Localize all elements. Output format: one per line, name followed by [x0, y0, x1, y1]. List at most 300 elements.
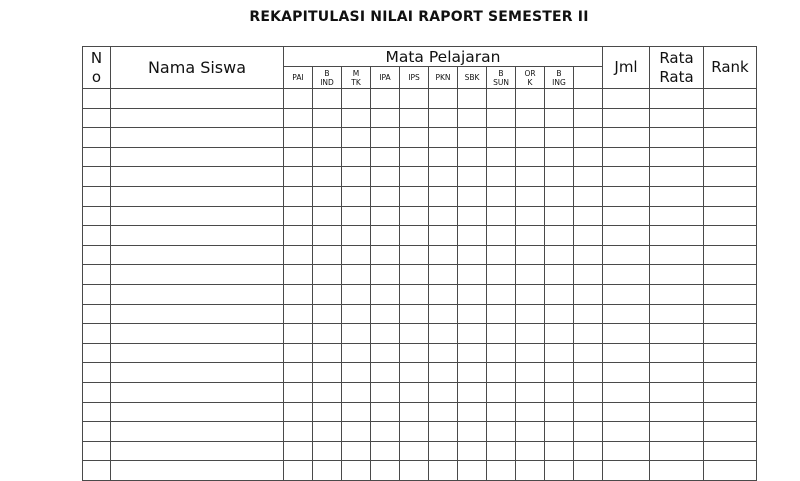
table-cell: [487, 461, 516, 481]
table-cell: [400, 128, 429, 148]
table-row: [83, 186, 757, 206]
header-subject-9: [516, 67, 545, 89]
table-cell: [111, 422, 284, 442]
header-subject-5: [400, 67, 429, 89]
table-cell: [650, 108, 704, 128]
table-cell: [313, 422, 342, 442]
table-cell: [545, 382, 574, 402]
header-subject-line: SUN: [493, 77, 509, 87]
table-cell: [516, 89, 545, 109]
table-cell: [704, 186, 757, 206]
table-cell: [650, 343, 704, 363]
table-cell: [487, 128, 516, 148]
table-cell: [487, 343, 516, 363]
table-cell: [371, 265, 400, 285]
table-cell: [545, 147, 574, 167]
table-cell: [704, 461, 757, 481]
table-cell: [545, 186, 574, 206]
table-cell: [342, 441, 371, 461]
table-cell: [516, 226, 545, 246]
table-cell: [545, 206, 574, 226]
table-cell: [516, 147, 545, 167]
table-cell: [603, 284, 650, 304]
table-cell: [458, 128, 487, 148]
table-cell: [574, 186, 603, 206]
table-row: [83, 147, 757, 167]
table-cell: [342, 226, 371, 246]
table-cell: [83, 343, 111, 363]
table-cell: [650, 167, 704, 187]
table-cell: [313, 147, 342, 167]
table-cell: [545, 461, 574, 481]
table-cell: [458, 108, 487, 128]
table-cell: [458, 304, 487, 324]
table-cell: [429, 226, 458, 246]
table-row: [83, 89, 757, 109]
table-cell: [313, 128, 342, 148]
table-row: [83, 167, 757, 187]
table-cell: [603, 108, 650, 128]
table-cell: [650, 382, 704, 402]
table-cell: [545, 167, 574, 187]
table-cell: [371, 343, 400, 363]
table-cell: [313, 343, 342, 363]
table-cell: [284, 343, 313, 363]
table-cell: [487, 324, 516, 344]
table-cell: [458, 226, 487, 246]
table-cell: [603, 265, 650, 285]
header-subject-8: [487, 67, 516, 89]
table-cell: [545, 422, 574, 442]
table-cell: [284, 245, 313, 265]
table-cell: [574, 382, 603, 402]
table-cell: [400, 226, 429, 246]
table-cell: [284, 108, 313, 128]
table-cell: [603, 245, 650, 265]
header-subject-line: IPA: [379, 73, 391, 82]
table-cell: [371, 461, 400, 481]
header-jml: Jml: [603, 47, 650, 89]
table-cell: [371, 89, 400, 109]
table-cell: [603, 382, 650, 402]
table-row: [83, 324, 757, 344]
table-cell: [371, 304, 400, 324]
header-subject-line: IPS: [408, 73, 420, 82]
table-cell: [400, 324, 429, 344]
table-cell: [400, 461, 429, 481]
header-subject-line: IND: [320, 77, 334, 87]
table-cell: [83, 441, 111, 461]
table-cell: [574, 461, 603, 481]
table-cell: [284, 265, 313, 285]
table-cell: [429, 167, 458, 187]
header-subject-line: PAI: [292, 73, 304, 82]
table-row: [83, 304, 757, 324]
table-cell: [458, 422, 487, 442]
table-cell: [650, 206, 704, 226]
table-row: [83, 461, 757, 481]
table-cell: [458, 186, 487, 206]
table-cell: [313, 363, 342, 383]
table-cell: [516, 186, 545, 206]
table-cell: [574, 324, 603, 344]
table-cell: [516, 363, 545, 383]
table-cell: [371, 422, 400, 442]
header-subject-line: M: [352, 68, 360, 78]
table-cell: [650, 147, 704, 167]
table-cell: [603, 461, 650, 481]
table-cell: [371, 186, 400, 206]
table-cell: [650, 245, 704, 265]
table-cell: [603, 343, 650, 363]
table-row: [83, 226, 757, 246]
table-cell: [429, 89, 458, 109]
header-mata-pelajaran: Mata Pelajaran: [284, 47, 603, 67]
table-cell: [342, 422, 371, 442]
table-cell: [704, 304, 757, 324]
table-cell: [83, 461, 111, 481]
table-cell: [400, 186, 429, 206]
table-cell: [342, 402, 371, 422]
table-cell: [458, 167, 487, 187]
table-cell: [284, 422, 313, 442]
table-cell: [83, 284, 111, 304]
table-cell: [516, 422, 545, 442]
table-cell: [111, 226, 284, 246]
table-cell: [371, 402, 400, 422]
table-cell: [650, 89, 704, 109]
table-cell: [704, 89, 757, 109]
table-cell: [574, 128, 603, 148]
table-cell: [342, 147, 371, 167]
table-cell: [704, 108, 757, 128]
table-cell: [603, 402, 650, 422]
table-cell: [342, 363, 371, 383]
table-cell: [603, 89, 650, 109]
table-cell: [487, 363, 516, 383]
table-cell: [83, 422, 111, 442]
table-cell: [458, 461, 487, 481]
table-cell: [458, 343, 487, 363]
table-cell: [603, 128, 650, 148]
table-cell: [603, 324, 650, 344]
header-rata-rata: [650, 47, 704, 89]
table-cell: [429, 245, 458, 265]
table-cell: [111, 324, 284, 344]
table-row: [83, 441, 757, 461]
table-cell: [83, 363, 111, 383]
table-cell: [429, 128, 458, 148]
table-cell: [487, 265, 516, 285]
table-cell: [313, 226, 342, 246]
table-cell: [516, 343, 545, 363]
table-cell: [284, 147, 313, 167]
header-subject-2: [313, 67, 342, 89]
table-cell: [83, 147, 111, 167]
header-subject-10: [545, 67, 574, 89]
table-cell: [603, 363, 650, 383]
table-cell: [603, 186, 650, 206]
table-cell: [342, 206, 371, 226]
table-cell: [400, 304, 429, 324]
table-cell: [545, 89, 574, 109]
table-cell: [313, 186, 342, 206]
table-cell: [704, 422, 757, 442]
table-cell: [516, 128, 545, 148]
table-cell: [111, 284, 284, 304]
table-cell: [313, 304, 342, 324]
table-cell: [574, 284, 603, 304]
header-subject-6: [429, 67, 458, 89]
table-cell: [574, 422, 603, 442]
table-cell: [111, 186, 284, 206]
table-cell: [284, 186, 313, 206]
table-cell: [429, 343, 458, 363]
table-cell: [400, 108, 429, 128]
table-cell: [545, 265, 574, 285]
table-cell: [111, 382, 284, 402]
table-row: [83, 245, 757, 265]
table-cell: [650, 422, 704, 442]
table-cell: [111, 108, 284, 128]
table-cell: [83, 265, 111, 285]
table-cell: [545, 304, 574, 324]
header-rank: Rank: [704, 47, 757, 89]
table-cell: [516, 324, 545, 344]
table-cell: [400, 89, 429, 109]
table-cell: [342, 245, 371, 265]
table-cell: [83, 304, 111, 324]
table-cell: [603, 147, 650, 167]
table-cell: [516, 284, 545, 304]
table-row: [83, 382, 757, 402]
table-cell: [371, 324, 400, 344]
table-cell: [83, 108, 111, 128]
table-cell: [342, 167, 371, 187]
table-cell: [400, 167, 429, 187]
table-cell: [83, 167, 111, 187]
table-cell: [458, 245, 487, 265]
table-row: [83, 343, 757, 363]
table-cell: [371, 245, 400, 265]
table-cell: [342, 186, 371, 206]
table-cell: [545, 363, 574, 383]
table-cell: [458, 206, 487, 226]
header-no-line-2: o: [91, 67, 102, 86]
table-cell: [342, 284, 371, 304]
table-cell: [429, 461, 458, 481]
table-cell: [487, 402, 516, 422]
table-cell: [650, 304, 704, 324]
table-cell: [111, 363, 284, 383]
table-cell: [284, 461, 313, 481]
table-cell: [111, 461, 284, 481]
table-cell: [284, 363, 313, 383]
table-cell: [83, 226, 111, 246]
table-cell: [650, 324, 704, 344]
table-cell: [284, 284, 313, 304]
table-cell: [487, 108, 516, 128]
table-cell: [603, 422, 650, 442]
table-cell: [111, 343, 284, 363]
table-cell: [574, 89, 603, 109]
table-cell: [704, 382, 757, 402]
header-subject-line: B: [556, 68, 562, 78]
header-subject-line: ING: [552, 77, 566, 87]
table-cell: [487, 147, 516, 167]
table-cell: [371, 226, 400, 246]
header-subject-1: [284, 67, 313, 89]
table-cell: [429, 284, 458, 304]
table-cell: [545, 402, 574, 422]
table-cell: [516, 265, 545, 285]
table-cell: [313, 167, 342, 187]
table-row: [83, 422, 757, 442]
header-subject-7: [458, 67, 487, 89]
table-cell: [429, 265, 458, 285]
header-rata-line-1: Rata: [659, 48, 694, 67]
table-cell: [111, 402, 284, 422]
table-cell: [111, 167, 284, 187]
table-cell: [545, 108, 574, 128]
table-cell: [342, 89, 371, 109]
table-row: [83, 363, 757, 383]
header-subject-line: SBK: [464, 73, 480, 82]
table-cell: [487, 422, 516, 442]
table-cell: [487, 186, 516, 206]
table-cell: [400, 382, 429, 402]
table-cell: [371, 108, 400, 128]
table-cell: [371, 167, 400, 187]
table-cell: [516, 441, 545, 461]
table-cell: [83, 206, 111, 226]
table-cell: [83, 186, 111, 206]
table-cell: [516, 304, 545, 324]
table-cell: [487, 304, 516, 324]
table-cell: [83, 89, 111, 109]
table-cell: [83, 324, 111, 344]
table-cell: [429, 304, 458, 324]
table-cell: [429, 206, 458, 226]
table-cell: [111, 304, 284, 324]
table-cell: [371, 147, 400, 167]
table-cell: [400, 206, 429, 226]
header-subject-line: B: [498, 68, 504, 78]
table-cell: [284, 441, 313, 461]
table-cell: [284, 128, 313, 148]
table-cell: [342, 128, 371, 148]
table-cell: [487, 167, 516, 187]
table-cell: [574, 343, 603, 363]
table-cell: [650, 284, 704, 304]
table-cell: [111, 89, 284, 109]
header-nama-siswa: Nama Siswa: [111, 47, 284, 89]
table-cell: [704, 363, 757, 383]
table-cell: [704, 343, 757, 363]
table-cell: [313, 89, 342, 109]
table-cell: [371, 382, 400, 402]
table-cell: [704, 265, 757, 285]
table-cell: [313, 324, 342, 344]
table-cell: [574, 206, 603, 226]
header-rata-line-2: Rata: [659, 67, 694, 86]
table-cell: [487, 284, 516, 304]
header-subject-11: [574, 67, 603, 89]
header-subject-4: [371, 67, 400, 89]
header-subject-line: K: [527, 77, 533, 87]
table-cell: [574, 402, 603, 422]
table-cell: [574, 245, 603, 265]
header-subject-line: B: [324, 68, 330, 78]
table-cell: [429, 363, 458, 383]
table-cell: [400, 343, 429, 363]
table-cell: [487, 245, 516, 265]
table-cell: [371, 128, 400, 148]
table-cell: [574, 226, 603, 246]
table-cell: [342, 265, 371, 285]
table-cell: [429, 441, 458, 461]
table-cell: [429, 422, 458, 442]
table-cell: [429, 402, 458, 422]
table-cell: [313, 382, 342, 402]
table-cell: [650, 363, 704, 383]
page-title: REKAPITULASI NILAI RAPORT SEMESTER II: [249, 9, 589, 25]
table-cell: [704, 441, 757, 461]
table-row: [83, 284, 757, 304]
table-cell: [650, 226, 704, 246]
table-cell: [458, 324, 487, 344]
table-cell: [83, 402, 111, 422]
grade-recap-table: [82, 46, 757, 481]
table-cell: [458, 147, 487, 167]
table-row: [83, 128, 757, 148]
table-cell: [342, 382, 371, 402]
table-cell: [111, 128, 284, 148]
table-cell: [458, 402, 487, 422]
table-cell: [313, 441, 342, 461]
table-cell: [429, 382, 458, 402]
table-cell: [83, 245, 111, 265]
table-cell: [704, 147, 757, 167]
table-cell: [704, 206, 757, 226]
table-cell: [342, 324, 371, 344]
table-cell: [574, 265, 603, 285]
table-cell: [284, 167, 313, 187]
table-cell: [83, 382, 111, 402]
table-cell: [574, 108, 603, 128]
table-cell: [704, 324, 757, 344]
table-cell: [458, 441, 487, 461]
table-cell: [313, 206, 342, 226]
table-cell: [111, 147, 284, 167]
table-cell: [487, 441, 516, 461]
table-cell: [603, 441, 650, 461]
table-cell: [458, 284, 487, 304]
table-cell: [545, 226, 574, 246]
table-cell: [516, 167, 545, 187]
table-row: [83, 265, 757, 285]
table-cell: [284, 89, 313, 109]
table-cell: [487, 206, 516, 226]
table-cell: [545, 245, 574, 265]
table-cell: [429, 108, 458, 128]
table-cell: [371, 441, 400, 461]
table-cell: [574, 441, 603, 461]
table-cell: [284, 402, 313, 422]
table-cell: [284, 304, 313, 324]
table-cell: [603, 304, 650, 324]
header-subject-3: [342, 67, 371, 89]
